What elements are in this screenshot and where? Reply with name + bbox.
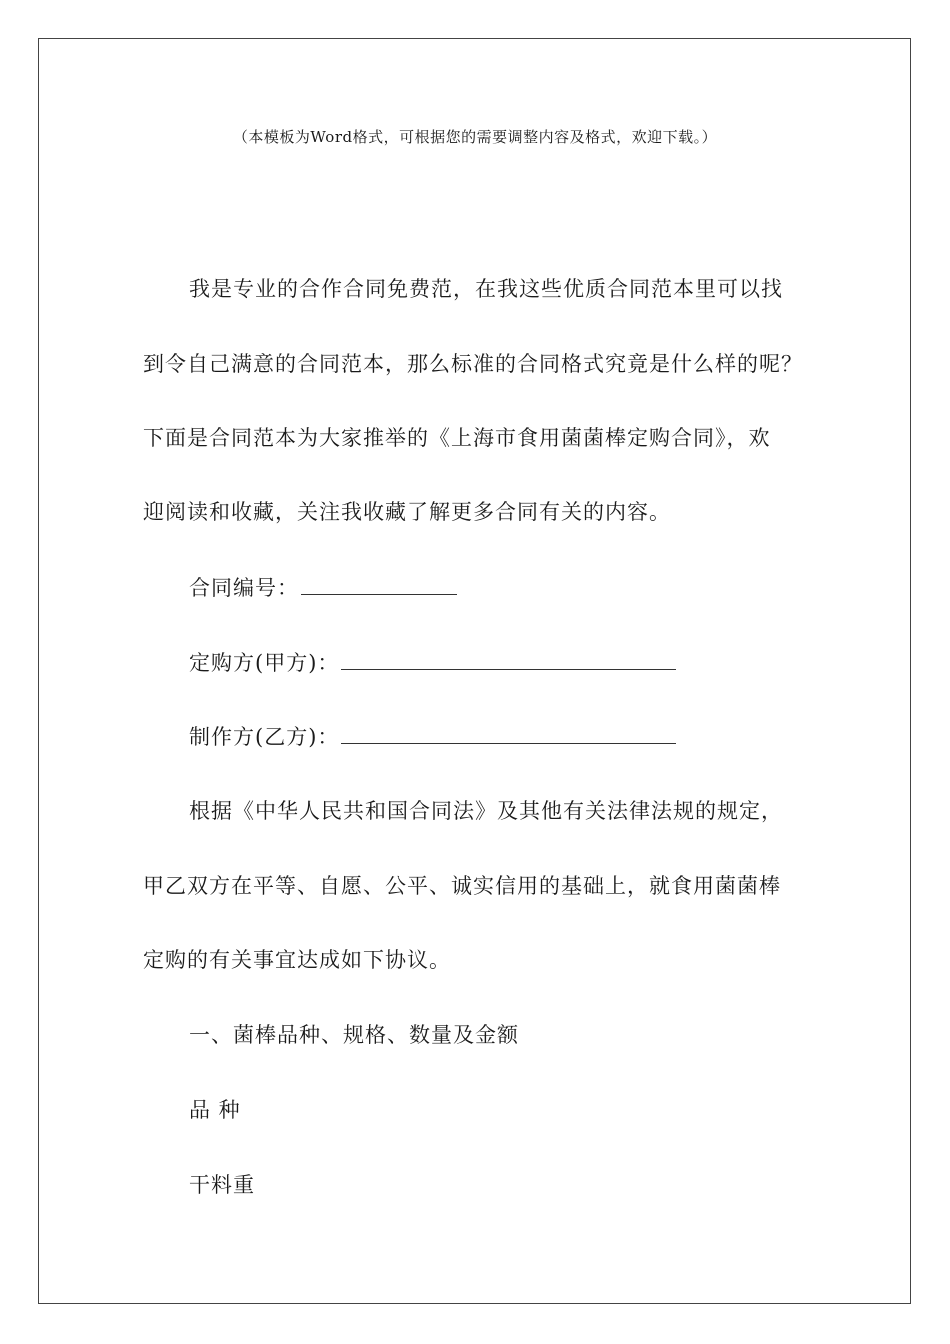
table-header-dry-weight: 干料重 xyxy=(189,1173,255,1197)
maker-blank xyxy=(341,727,676,744)
contract-number-blank xyxy=(301,578,457,595)
intro-line-4: 迎阅读和收藏，关注我收藏了解更多合同有关的内容。 xyxy=(143,500,671,524)
maker-field xyxy=(189,723,676,751)
intro-line-1: 我是专业的合作合同免费范，在我这些优质合同范本里可以找 xyxy=(189,277,783,301)
buyer-label: 定购方(甲方)： xyxy=(189,651,340,675)
basis-line-2: 甲乙双方在平等、自愿、公平、诚实信用的基础上，就食用菌菌棒 xyxy=(143,874,781,898)
basis-line-1: 根据《中华人民共和国合同法》及其他有关法律法规的规定， xyxy=(189,799,783,823)
buyer-field xyxy=(189,649,676,677)
intro-line-3: 下面是合同范本为大家推举的《上海市食用菌菌棒定购合同》，欢 xyxy=(143,426,771,450)
template-note: （本模板为Word格式，可根据您的需要调整内容及格式，欢迎下载。） xyxy=(232,128,718,146)
contract-number-field xyxy=(189,574,457,602)
table-header-variety: 品 种 xyxy=(189,1098,241,1122)
contract-number-label: 合同编号： xyxy=(189,576,299,600)
section-1-heading: 一、菌棒品种、规格、数量及金额 xyxy=(189,1023,519,1047)
intro-line-2: 到令自己满意的合同范本，那么标准的合同格式究竟是什么样的呢？ xyxy=(143,352,803,376)
buyer-blank xyxy=(341,653,676,670)
maker-label: 制作方(乙方)： xyxy=(189,725,340,749)
basis-line-3: 定购的有关事宜达成如下协议。 xyxy=(143,948,451,972)
